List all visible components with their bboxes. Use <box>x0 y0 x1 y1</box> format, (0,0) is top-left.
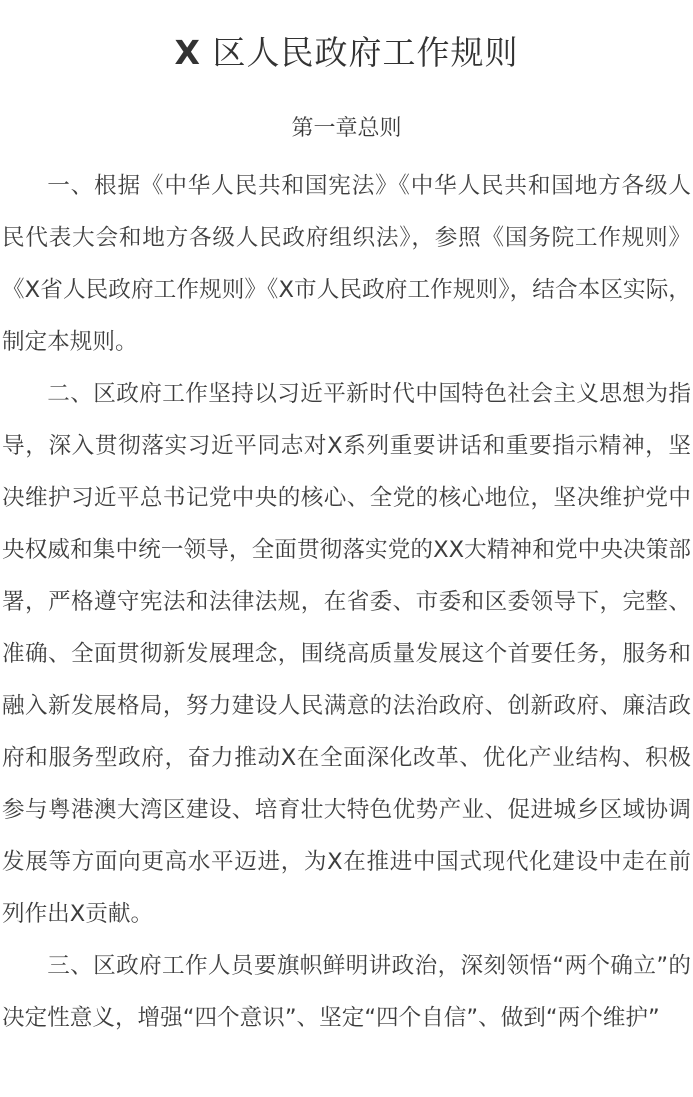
paragraph-3: 三、区政府工作人员要旗帜鲜明讲政治，深刻领悟“两个确立”的决定性意义，增强“四个意识”、坚定“四个自信”、做到“两个维护” <box>2 953 691 1031</box>
title-main: 区人民政府工作规则 <box>200 33 519 72</box>
paragraph-2: 二、区政府工作坚持以习近平新时代中国特色社会主义思想为指导，深入贯彻落实习近平同志对X系列重要讲话和重要指示精神，坚决维护习近平总书记党中央的核心、全党的核心地位，坚决维护党中央权威和集中统一领导，全面贯彻落实党的XX大精神和党中央决策部署，严格遵守宪法和法律法规，在省委、市委和区委领导下，完整、准确、全面贯彻新发展理念，围绕高质量发展这个首要任务，服务和融入新发展格局，努力建设人民满意的法治政府、创新政府、廉洁政府和服务型政府，奋力推动X在全面深化改革、优化产业结构、积极参与粤港澳大湾区建设、培育壮大特色优势产业、促进城乡区域协调发展等方面向更高水平迈进，为X在推进中国式现代化建设中走在前列作出X贡献。 <box>2 381 691 927</box>
paragraph-1: 一、根据《中华人民共和国宪法》《中华人民共和国地方各级人民代表大会和地方各级人民政府组织法》，参照《国务院工作规则》《X省人民政府工作规则》《X市人民政府工作规则》，结合本区实际，制定本规则。 <box>2 173 691 355</box>
document-title <box>2 0 691 82</box>
title-prefix: X <box>174 33 201 72</box>
chapter-heading: 第一章总则 <box>291 116 402 141</box>
